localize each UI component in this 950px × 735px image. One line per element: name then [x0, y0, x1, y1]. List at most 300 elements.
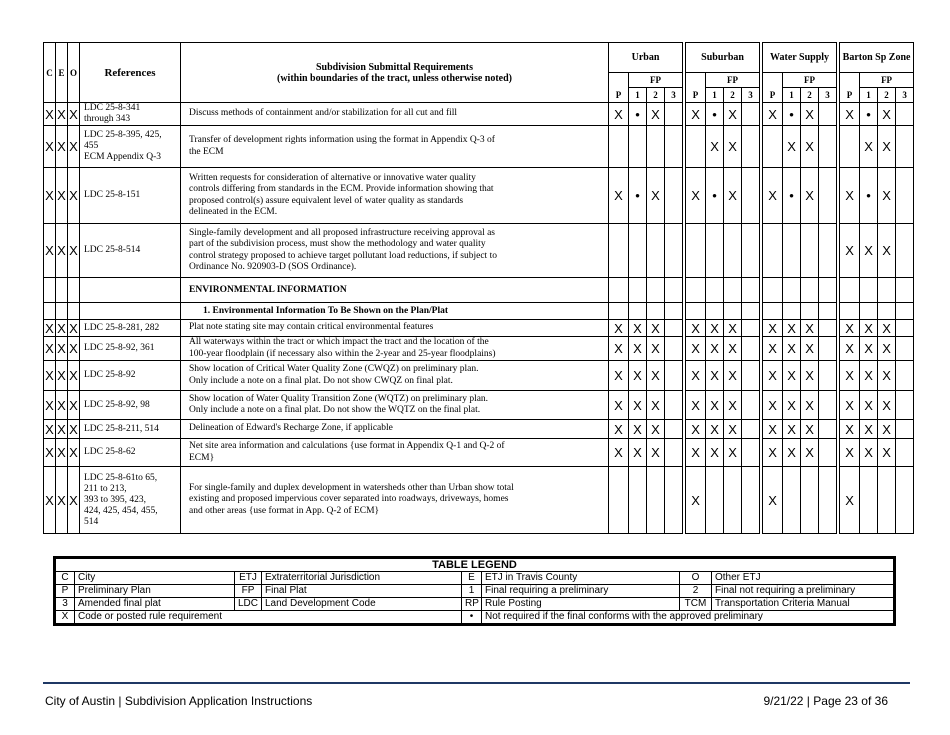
legend-value: City	[75, 572, 235, 585]
mark-cell	[742, 126, 760, 168]
mark-cell: X	[783, 337, 801, 361]
ceo-mark: X	[56, 103, 68, 126]
header-row	[44, 43, 914, 73]
mark-cell: X	[878, 320, 896, 337]
mark-cell: X	[801, 439, 819, 467]
mark-cell	[665, 168, 683, 224]
footer-left: City of Austin | Subdivision Application Instructions	[45, 694, 313, 708]
requirement-line: existing and proposed impervious cover separated into roadways, driveways, homes	[189, 494, 509, 505]
mark-cell	[896, 439, 914, 467]
mark-cell: X	[801, 126, 819, 168]
legend-value: Final not requiring a preliminary	[712, 585, 895, 598]
mark-cell: X	[801, 391, 819, 420]
empty-cell	[819, 303, 837, 320]
mark-cell: X	[878, 224, 896, 278]
empty-cell	[706, 303, 724, 320]
group-num: 2	[801, 88, 819, 103]
group-num: 2	[647, 88, 665, 103]
table-legend	[53, 556, 896, 626]
mark-cell: X	[860, 224, 878, 278]
ceo-mark: X	[44, 391, 56, 420]
mark-cell: X	[724, 320, 742, 337]
requirement-cell	[181, 224, 609, 278]
reference-cell	[80, 103, 181, 126]
group-num: 3	[896, 88, 914, 103]
mark-cell	[665, 391, 683, 420]
mark-cell	[686, 224, 706, 278]
mark-cell: X	[783, 361, 801, 391]
legend-value: Land Development Code	[262, 598, 462, 611]
mark-cell	[896, 168, 914, 224]
ceo-mark: X	[44, 467, 56, 534]
mark-cell	[896, 103, 914, 126]
reference-cell	[80, 320, 181, 337]
mark-cell: X	[706, 439, 724, 467]
mark-cell: X	[647, 391, 665, 420]
mark-cell	[783, 224, 801, 278]
legend-value: Other ETJ	[712, 572, 895, 585]
mark-cell: X	[724, 361, 742, 391]
mark-cell	[724, 467, 742, 534]
empty-cell	[819, 278, 837, 303]
mark-cell: X	[783, 126, 801, 168]
legend-key: C	[55, 572, 75, 585]
mark-cell: X	[686, 391, 706, 420]
mark-cell	[706, 467, 724, 534]
requirement-cell	[181, 439, 609, 467]
empty-cell	[80, 278, 181, 303]
empty-cell	[742, 303, 760, 320]
legend-key: LDC	[235, 598, 262, 611]
empty-cell	[878, 303, 896, 320]
mark-cell: X	[860, 439, 878, 467]
mark-cell	[686, 126, 706, 168]
mark-cell: X	[706, 320, 724, 337]
mark-cell: X	[724, 103, 742, 126]
mark-cell	[896, 467, 914, 534]
ceo-mark: X	[56, 337, 68, 361]
mark-cell: X	[647, 320, 665, 337]
mark-cell	[819, 467, 837, 534]
mark-cell	[801, 224, 819, 278]
table-row	[44, 126, 914, 168]
legend-key: ETJ	[235, 572, 262, 585]
table-row	[44, 439, 914, 467]
reference-line: LDC 25-8-281, 282	[84, 322, 160, 333]
mark-cell: X	[840, 224, 860, 278]
mark-cell: X	[706, 420, 724, 439]
reference-line: LDC 25-8-61to 65,	[84, 472, 158, 483]
ceo-mark: X	[68, 439, 80, 467]
legend-value: Final requiring a preliminary	[482, 585, 680, 598]
requirement-cell	[181, 420, 609, 439]
mark-cell	[801, 467, 819, 534]
empty-cell	[68, 303, 80, 320]
table-row	[44, 337, 914, 361]
empty-cell	[609, 278, 629, 303]
requirement-line: Show location of Water Quality Transition Zone (WQTZ) on preliminary plan.	[189, 393, 489, 404]
group-fp: FP	[629, 73, 683, 88]
mark-cell	[896, 361, 914, 391]
requirement-line: Ordinance No. 920903-D (SOS Ordinance).	[189, 262, 357, 272]
mark-cell	[763, 224, 783, 278]
mark-cell: X	[840, 467, 860, 534]
legend-value: Code or posted rule requirement	[75, 611, 462, 625]
mark-cell	[783, 467, 801, 534]
mark-cell: X	[840, 168, 860, 224]
reference-cell	[80, 391, 181, 420]
mark-cell	[819, 126, 837, 168]
mark-cell: X	[686, 168, 706, 224]
reference-cell	[80, 361, 181, 391]
ceo-mark: X	[44, 126, 56, 168]
ceo-mark: X	[68, 391, 80, 420]
requirement-line: controls differing from standards in the ECM. Provide information showing that	[189, 184, 494, 194]
header-o: O	[68, 43, 80, 103]
mark-cell: X	[609, 337, 629, 361]
ceo-mark: X	[56, 391, 68, 420]
reference-line: 455	[84, 141, 99, 151]
mark-cell	[896, 320, 914, 337]
mark-cell: X	[860, 361, 878, 391]
requirement-cell	[181, 391, 609, 420]
mark-cell	[742, 361, 760, 391]
reference-cell	[80, 420, 181, 439]
empty-cell	[44, 303, 56, 320]
ceo-mark: X	[56, 361, 68, 391]
mark-cell: X	[840, 391, 860, 420]
ceo-mark: X	[68, 126, 80, 168]
mark-cell: X	[783, 320, 801, 337]
mark-cell: X	[686, 320, 706, 337]
legend-row	[55, 611, 895, 625]
legend-title: TABLE LEGEND	[55, 558, 895, 572]
mark-cell	[819, 391, 837, 420]
ceo-mark: X	[44, 439, 56, 467]
legend-key: 3	[55, 598, 75, 611]
empty-cell	[68, 278, 80, 303]
section-heading: ENVIRONMENTAL INFORMATION	[181, 278, 609, 303]
reference-line: 211 to 213,	[84, 483, 127, 494]
mark-cell: X	[629, 420, 647, 439]
reference-cell	[80, 126, 181, 168]
requirement-line: Written requests for consideration of alternative or innovative water quality	[189, 172, 476, 183]
mark-cell: X	[878, 361, 896, 391]
empty-cell	[686, 278, 706, 303]
reference-line: through 343	[84, 114, 131, 124]
requirement-line: Net site area information and calculations {use format in Appendix Q-1 and Q-2 of	[189, 441, 505, 451]
mark-cell: X	[840, 361, 860, 391]
ceo-mark: X	[68, 103, 80, 126]
group-header: Suburban	[686, 43, 760, 73]
section-subheading-row	[44, 303, 914, 320]
mark-cell: X	[609, 391, 629, 420]
group-fp: FP	[783, 73, 837, 88]
mark-cell: X	[629, 337, 647, 361]
ceo-mark: X	[56, 467, 68, 534]
mark-cell: •	[629, 168, 647, 224]
group-num: 1	[629, 88, 647, 103]
table-row	[44, 320, 914, 337]
ceo-mark: X	[69, 320, 78, 336]
mark-cell	[665, 103, 683, 126]
empty-cell	[763, 303, 783, 320]
empty-cell	[629, 303, 647, 320]
mark-cell: X	[724, 420, 742, 439]
mark-cell: X	[801, 320, 819, 337]
empty-cell	[896, 303, 914, 320]
legend-value: Preliminary Plan	[75, 585, 235, 598]
mark-cell: X	[609, 168, 629, 224]
ceo-mark: X	[68, 467, 80, 534]
mark-cell: X	[763, 439, 783, 467]
group-p: P	[686, 73, 706, 103]
reference-line: LDC 25-8-92	[84, 370, 136, 380]
table-row	[44, 224, 914, 278]
mark-cell	[742, 224, 760, 278]
mark-cell: X	[647, 337, 665, 361]
requirement-line: control strategy proposed to achieve target pollutant load reductions, if subject to	[189, 250, 497, 261]
empty-cell	[801, 278, 819, 303]
mark-cell	[742, 391, 760, 420]
mark-cell	[609, 126, 629, 168]
reference-cell	[80, 467, 181, 534]
mark-cell: X	[840, 337, 860, 361]
requirement-line: the ECM	[189, 146, 224, 157]
group-num: 1	[783, 88, 801, 103]
empty-cell	[44, 278, 56, 303]
group-header: Water Supply	[763, 43, 837, 73]
mark-cell: X	[763, 420, 783, 439]
mark-cell	[647, 126, 665, 168]
mark-cell: X	[724, 337, 742, 361]
legend-key: •	[462, 611, 482, 625]
group-num: 3	[819, 88, 837, 103]
reference-line: LDC 25-8-514	[84, 245, 141, 255]
mark-cell: •	[706, 103, 724, 126]
mark-cell	[840, 126, 860, 168]
reference-line: ECM Appendix Q-3	[84, 152, 162, 162]
mark-cell: X	[801, 361, 819, 391]
table-row	[44, 391, 914, 420]
requirement-cell	[181, 467, 609, 534]
empty-cell	[724, 303, 742, 320]
reference-line: LDC 25-8-62	[84, 447, 136, 457]
mark-cell: X	[686, 103, 706, 126]
mark-cell: X	[783, 391, 801, 420]
mark-cell: X	[801, 420, 819, 439]
mark-cell	[819, 361, 837, 391]
reference-line: LDC 25-8-92, 361	[84, 343, 155, 353]
mark-cell	[819, 420, 837, 439]
requirement-cell	[181, 337, 609, 361]
mark-cell: X	[860, 320, 878, 337]
footer-rule	[43, 682, 910, 684]
mark-cell	[819, 320, 837, 337]
mark-cell: X	[783, 420, 801, 439]
table-row	[44, 103, 914, 126]
mark-cell: X	[609, 320, 629, 337]
empty-cell	[647, 303, 665, 320]
mark-cell: X	[878, 126, 896, 168]
table-row	[44, 467, 914, 534]
mark-cell: •	[783, 103, 801, 126]
group-header: Urban	[609, 43, 683, 73]
mark-cell: X	[840, 103, 860, 126]
empty-cell	[763, 278, 783, 303]
ceo-mark: X	[68, 361, 80, 391]
mark-cell: X	[763, 361, 783, 391]
mark-cell	[665, 320, 683, 337]
ceo-mark: X	[57, 320, 66, 336]
legend-value: ETJ in Travis County	[482, 572, 680, 585]
mark-cell	[724, 224, 742, 278]
mark-cell: X	[686, 420, 706, 439]
req-title: Subdivision Submittal Requirements	[315, 61, 474, 73]
reference-line: LDC 25-8-395, 425,	[84, 130, 162, 140]
requirement-line: 100-year floodplain (if necessary also within the 2-year and 25-year floodplains)	[189, 348, 496, 359]
mark-cell: •	[860, 168, 878, 224]
empty-cell	[840, 278, 860, 303]
legend-key: RP	[462, 598, 482, 611]
mark-cell	[647, 224, 665, 278]
req-subtitle: (within boundaries of the tract, unless otherwise noted)	[277, 72, 512, 84]
requirement-line: proposed control(s) assure equivalent level of water quality as standards	[189, 195, 464, 206]
reference-line: LDC 25-8-151	[84, 190, 141, 200]
mark-cell	[742, 320, 760, 337]
mark-cell: X	[878, 103, 896, 126]
empty-cell	[56, 278, 68, 303]
mark-cell: X	[724, 391, 742, 420]
group-p: P	[840, 73, 860, 103]
empty-cell	[840, 303, 860, 320]
mark-cell: X	[763, 168, 783, 224]
mark-cell: X	[609, 439, 629, 467]
requirement-line: Show location of Critical Water Quality Zone (CWQZ) on preliminary plan.	[189, 364, 479, 374]
group-header: Barton Sp Zone	[840, 43, 914, 73]
legend-key: X	[55, 611, 75, 625]
group-p: P	[609, 73, 629, 103]
legend-value: Final Plat	[262, 585, 462, 598]
mark-cell: X	[860, 337, 878, 361]
ceo-mark: X	[44, 168, 56, 224]
requirement-line: part of the subdivision process, must show the methodology and water quality	[189, 239, 486, 249]
mark-cell	[665, 337, 683, 361]
mark-cell: X	[706, 361, 724, 391]
mark-cell	[742, 103, 760, 126]
reference-line: 514	[84, 516, 99, 527]
empty-cell	[665, 278, 683, 303]
mark-cell	[819, 439, 837, 467]
mark-cell: X	[706, 337, 724, 361]
requirement-cell	[181, 320, 609, 337]
empty-cell	[80, 303, 181, 320]
mark-cell	[665, 420, 683, 439]
empty-cell	[665, 303, 683, 320]
mark-cell: X	[647, 168, 665, 224]
reference-line: 424, 425, 454, 455,	[84, 505, 158, 516]
table-row	[44, 168, 914, 224]
mark-cell: X	[647, 361, 665, 391]
reference-cell	[80, 439, 181, 467]
group-num: 2	[724, 88, 742, 103]
legend-value: Amended final plat	[75, 598, 235, 611]
mark-cell: X	[609, 103, 629, 126]
mark-cell: X	[647, 420, 665, 439]
mark-cell	[763, 126, 783, 168]
requirement-line: Only include a note on a final plat. Do not show the WQTZ on the final plat.	[189, 405, 481, 415]
ceo-mark: X	[44, 361, 56, 391]
mark-cell: X	[724, 126, 742, 168]
requirement-cell	[181, 103, 609, 126]
group-num: 1	[706, 88, 724, 103]
mark-cell	[819, 224, 837, 278]
mark-cell: X	[686, 361, 706, 391]
empty-cell	[896, 278, 914, 303]
mark-cell: X	[763, 337, 783, 361]
mark-cell	[665, 126, 683, 168]
mark-cell: X	[840, 420, 860, 439]
legend-value: Rule Posting	[482, 598, 680, 611]
ceo-mark: X	[56, 224, 68, 278]
empty-cell	[686, 303, 706, 320]
mark-cell: X	[609, 361, 629, 391]
legend-key: TCM	[680, 598, 712, 611]
legend-key: 1	[462, 585, 482, 598]
mark-cell: X	[763, 103, 783, 126]
mark-cell: X	[763, 467, 783, 534]
mark-cell: X	[878, 391, 896, 420]
requirement-line: ECM}	[189, 452, 215, 463]
empty-cell	[783, 278, 801, 303]
header-references: References	[80, 43, 181, 103]
mark-cell	[896, 391, 914, 420]
mark-cell	[742, 467, 760, 534]
mark-cell: X	[609, 420, 629, 439]
requirement-line: delineated in the ECM.	[189, 207, 278, 217]
ceo-mark: X	[56, 126, 68, 168]
legend-key: P	[55, 585, 75, 598]
mark-cell	[629, 467, 647, 534]
mark-cell: •	[783, 168, 801, 224]
empty-cell	[706, 278, 724, 303]
reference-line: 393 to 395, 423,	[84, 494, 147, 505]
requirement-line: Discuss methods of containment and/or stabilization for all cut and fill	[189, 108, 458, 119]
mark-cell: •	[860, 103, 878, 126]
ceo-mark: X	[45, 421, 54, 437]
mark-cell: X	[763, 320, 783, 337]
mark-cell: X	[686, 467, 706, 534]
requirement-line: Delineation of Edward's Recharge Zone, if applicable	[189, 423, 393, 434]
ceo-mark: X	[56, 168, 68, 224]
legend-value: Extraterritorial Jurisdiction	[262, 572, 462, 585]
footer-right: 9/21/22 | Page 23 of 36	[763, 694, 888, 708]
ceo-mark: X	[57, 421, 66, 437]
mark-cell: X	[878, 420, 896, 439]
header-c: C	[44, 43, 56, 103]
empty-cell	[724, 278, 742, 303]
requirement-cell	[181, 168, 609, 224]
empty-cell	[783, 303, 801, 320]
mark-cell	[742, 337, 760, 361]
mark-cell	[629, 126, 647, 168]
table-row	[44, 420, 914, 439]
empty-cell	[647, 278, 665, 303]
mark-cell	[665, 467, 683, 534]
legend-row	[55, 598, 895, 611]
group-num: 3	[665, 88, 683, 103]
mark-cell	[742, 168, 760, 224]
